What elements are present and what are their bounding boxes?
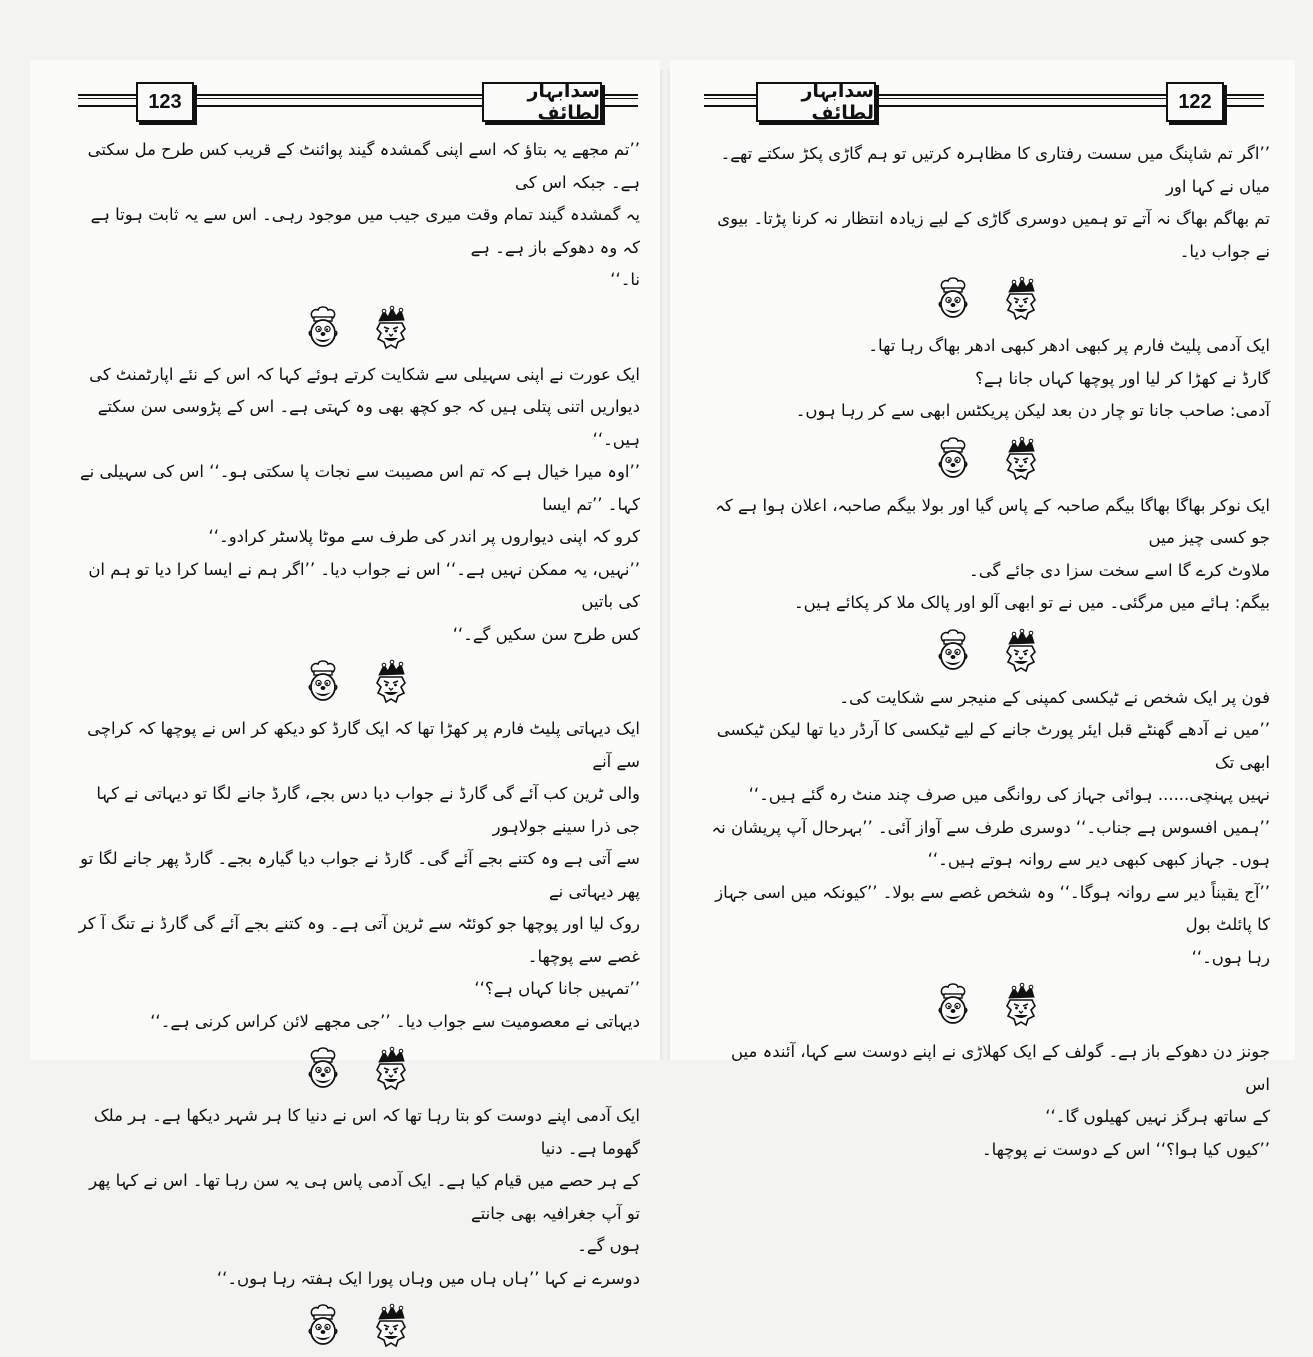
text-line: گارڈ نے کھڑا کر لیا اور پوچھا کہاں جانا ہے؟ [975,368,1270,388]
joke-separator [704,620,1270,682]
jester-face-icon [374,1303,408,1349]
chef-face-icon [306,1303,340,1349]
page-text [74,134,640,1357]
page-number: 122 [1166,82,1224,122]
jester-face-icon [1004,982,1038,1028]
joke-block [74,359,640,652]
text-line: ہوں گے۔ [577,1236,640,1255]
text-line: کے ہر حصے میں قیام کیا ہے۔ ایک آدمی پاس ہی یہ سن رہا تھا۔ اس نے کہا پھر تو آپ جغرافیہ بھی جانتے [89,1171,640,1223]
book-title: سدابہار لطائف [756,82,876,122]
chef-face-icon [306,1046,340,1092]
header-rule-middle [196,94,486,107]
chef-face-icon [936,628,970,674]
chef-face-icon [306,305,340,351]
joke-block [74,1100,640,1295]
text-line: سے آتی ہے وہ کتنے بجے آئے گی۔ گارڈ نے جواب دیا گیارہ بجے۔ گارڈ پھر جانے لگا تو پھر دیہاتی نے [80,849,640,901]
text-line: جونز دن دھوکے باز ہے۔ گولف کے ایک کھلاڑی نے اپنے دوست سے کہا، آئندہ میں اس [730,1042,1270,1094]
text-line: ’’نہیں، یہ ممکن نہیں ہے۔‘‘ اس نے جواب دیا۔ ’’اگر ہم نے ایسا کرا دیا تو ہم ان کی باتیں [88,559,640,611]
joke-block [704,138,1270,268]
chef-face-icon [306,659,340,705]
jester-face-icon [1004,436,1038,482]
text-line: نہیں پہنچی...... ہوائی جہاز کی روانگی میں صرف چند منٹ رہ گئے ہیں۔‘‘ [748,785,1270,804]
header-rule-left [704,94,758,107]
joke-separator [74,297,640,359]
chef-face-icon [936,436,970,482]
chef-face-icon [936,276,970,322]
text-line: والی ٹرین کب آئے گی گارڈ نے جواب دیا دس بجے، گارڈ جانے لگا تو دیہاتی نے کہا جی ذرا سینے جولاہور [96,784,640,836]
jester-face-icon [374,659,408,705]
page-header [704,80,1264,126]
joke-separator [704,268,1270,330]
text-line: یہ گمشدہ گیند تمام وقت میری جیب میں موجود رہی۔ اس سے یہ ثابت ہوتا ہے کہ وہ دھوکے باز ہے۔ ہے [90,205,640,257]
text-line: روک لیا اور پوچھا جو کوئٹہ سے ٹرین آتی ہے۔ وہ کتنے بجے آئے گی گارڈ نے تنگ آ کر غصے سے پوچھا۔ [78,914,640,966]
joke-block [704,682,1270,975]
jester-face-icon [374,1046,408,1092]
text-line: کرو کہ اپنی دیواروں پر اندر کی طرف سے موٹا پلاسٹر کرادو۔‘‘ [208,527,640,546]
text-line: نا۔‘‘ [610,270,640,289]
book-title: سدابہار لطائف [482,82,602,122]
joke-separator [74,1295,640,1357]
text-line: ’’میں نے آدھے گھنٹے قبل ایئر پورٹ جانے کے لیے ٹیکسی کا آرڈر دیا تھا لیکن ٹیکسی ابھی تک [716,720,1270,772]
text-line: ملاوٹ کرے گا اسے سخت سزا دی جائے گی۔ [969,560,1270,580]
joke-block [704,330,1270,428]
text-line: ’’کیوں کیا ہوا؟‘‘ اس کے دوست نے پوچھا۔ [981,1139,1270,1159]
joke-separator [74,1038,640,1100]
text-line: ایک نوکر بھاگا بھاگا بیگم صاحبہ کے پاس گیا اور بولا بیگم صاحبہ، اعلان ہوا ہے کہ جو کسی چیز میں [715,495,1270,547]
jester-face-icon [374,305,408,351]
text-line: آدمی: صاحب جانا تو چار دن بعد لیکن پریکٹس ابھی سے کر رہا ہوں۔ [795,401,1270,420]
chef-face-icon [936,982,970,1028]
text-line: ہوں۔ جہاز کبھی کبھی دیر سے روانہ ہوتے ہیں۔‘‘ [927,850,1270,869]
text-line: فون پر ایک شخص نے ٹیکسی کمپنی کے منیجر سے شکایت کی۔ [839,687,1270,707]
book-gutter [660,70,670,1060]
header-rule-middle [876,94,1168,107]
joke-block [74,134,640,297]
header-rule-right [602,94,638,107]
page-header [78,80,638,126]
page-122 [670,60,1295,1159]
header-rule-right [1224,94,1264,107]
text-line: ایک عورت نے اپنی سہیلی سے شکایت کرتے ہوئے کہا کہ اس کے نئے اپارٹمنٹ کی [89,364,640,384]
joke-separator [704,974,1270,1036]
text-line: رہا ہوں۔‘‘ [1191,947,1270,967]
text-line: دیہاتی نے معصومیت سے جواب دیا۔ ’’جی مجھے لائن کراس کرنی ہے۔‘‘ [150,1011,640,1031]
text-line: ’’اوہ میرا خیال ہے کہ تم اس مصیبت سے نجات پا سکتی ہو۔‘‘ اس کی سہیلی نے کہا۔ ’’تم ایسا [79,462,640,514]
page-number: 123 [136,82,194,122]
text-line: ’’تم مجھے یہ بتاؤ کہ اسے اپنی گمشدہ گیند پوائنٹ کے قریب کس طرح مل سکتی ہے۔ جبکہ اس کی [87,140,640,192]
page-123 [30,60,660,1288]
header-rule-left [78,94,138,107]
joke-block [74,713,640,1038]
text-line: ’’تمہیں جانا کہاں ہے؟‘‘ [474,979,640,998]
text-line: تم بھاگم بھاگ نہ آتے تو ہمیں دوسری گاڑی کے لیے زیادہ انتظار نہ کرنا پڑتا۔ بیوی نے جواب دیا۔ [717,209,1270,261]
text-line: دیواریں اتنی پتلی ہیں کہ جو کچھ بھی وہ کہتی ہے۔ اس کے پڑوسی سن سکتے ہیں۔‘‘ [97,397,640,449]
joke-block [704,1036,1270,1166]
joke-separator [704,428,1270,490]
jester-face-icon [1004,276,1038,322]
text-line: ’’آج یقیناً دیر سے روانہ ہوگا۔‘‘ وہ شخص غصے سے بولا۔ ’’کیونکہ میں اسی جہاز کا پائلٹ بول [715,882,1270,934]
text-line: ایک دیہاتی پلیٹ فارم پر کھڑا تھا کہ ایک گارڈ کو دیکھ کر اس نے پوچھا کہ کراچی سے آنے [87,719,640,771]
joke-block [704,490,1270,620]
text-line: کے ساتھ ہرگز نہیں کھیلوں گا۔‘‘ [1045,1107,1270,1126]
text-line: ’’ہمیں افسوس ہے جناب۔‘‘ دوسری طرف سے آواز آئی۔ ’’بہرحال آپ پریشان نہ [711,817,1270,837]
text-line: کس طرح سن سکیں گے۔‘‘ [452,624,640,644]
text-line: ایک آدمی اپنے دوست کو بتا رہا تھا کہ اس نے دنیا کا ہر شہر دیکھا ہے۔ ہر ملک گھوما ہے۔ دنیا [93,1106,640,1158]
jester-face-icon [1004,628,1038,674]
page-text [704,138,1270,1166]
text-line: ’’اگر تم شاپنگ میں سست رفتاری کا مظاہرہ کرتیں تو ہم گاڑی پکڑ سکتے تھے۔ میاں نے کہا اور [720,144,1270,196]
text-line: بیگم: ہائے میں مرگئی۔ میں نے تو ابھی آلو اور پالک ملا کر پکائے ہیں۔ [793,593,1270,612]
joke-separator [74,651,640,713]
text-line: دوسرے نے کہا ’’ہاں ہاں میں وہاں پورا ایک ہفتہ رہا ہوں۔‘‘ [216,1268,640,1288]
text-line: ایک آدمی پلیٹ فارم پر کبھی ادھر کبھی ادھر بھاگ رہا تھا۔ [868,336,1270,355]
